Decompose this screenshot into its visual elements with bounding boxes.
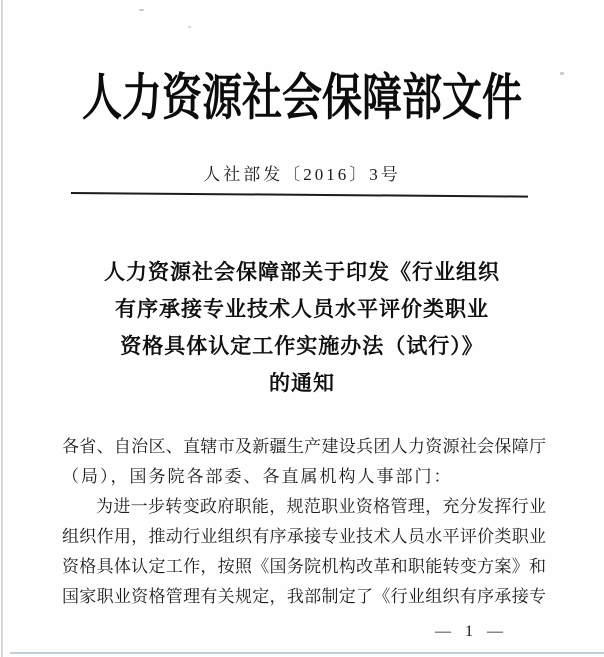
notice-title-line-2: 有序承接专业技术人员水平评价类职业 (115, 297, 489, 321)
body-line-paragraph-1: 为进一步转变政府职能，规范职业资格管理，充分发挥行业 (96, 497, 546, 516)
notice-title-line-1: 人力资源社会保障部关于印发《行业组织 (104, 260, 500, 284)
notice-title-line-4: 的通知 (269, 371, 335, 395)
body-line-salutation-2: （局），国务院各部委、各直属机构人事部门： (62, 467, 453, 486)
body-line-paragraph-2: 组织作用，推动行业组织有序承接专业技术人员水平评价类职业 (62, 527, 546, 546)
page-number: — 1 — (435, 623, 508, 640)
scan-speck (188, 26, 191, 28)
notice-title-line-3: 资格具体认定工作实施办法（试行）》 (120, 334, 484, 358)
document-body (62, 432, 546, 612)
body-line-salutation-1: 各省、自治区、直辖市及新疆生产建设兵团人力资源社会保障厅 (62, 437, 546, 456)
body-line-paragraph-4: 国家职业资格管理有关规定，我部制定了《行业组织有序承接专 (62, 587, 546, 606)
document-header-title: 人力资源社会保障部文件 (82, 69, 522, 126)
body-line-paragraph-3: 资格具体认定工作，按照《国务院机构改革和职能转变方案》和 (62, 557, 546, 576)
document-number: 人社部发〔2016〕3号 (203, 165, 401, 184)
scan-edge-bottom (10, 652, 604, 654)
notice-title (0, 254, 604, 402)
scan-speck (139, 9, 144, 11)
header-divider (71, 192, 528, 198)
